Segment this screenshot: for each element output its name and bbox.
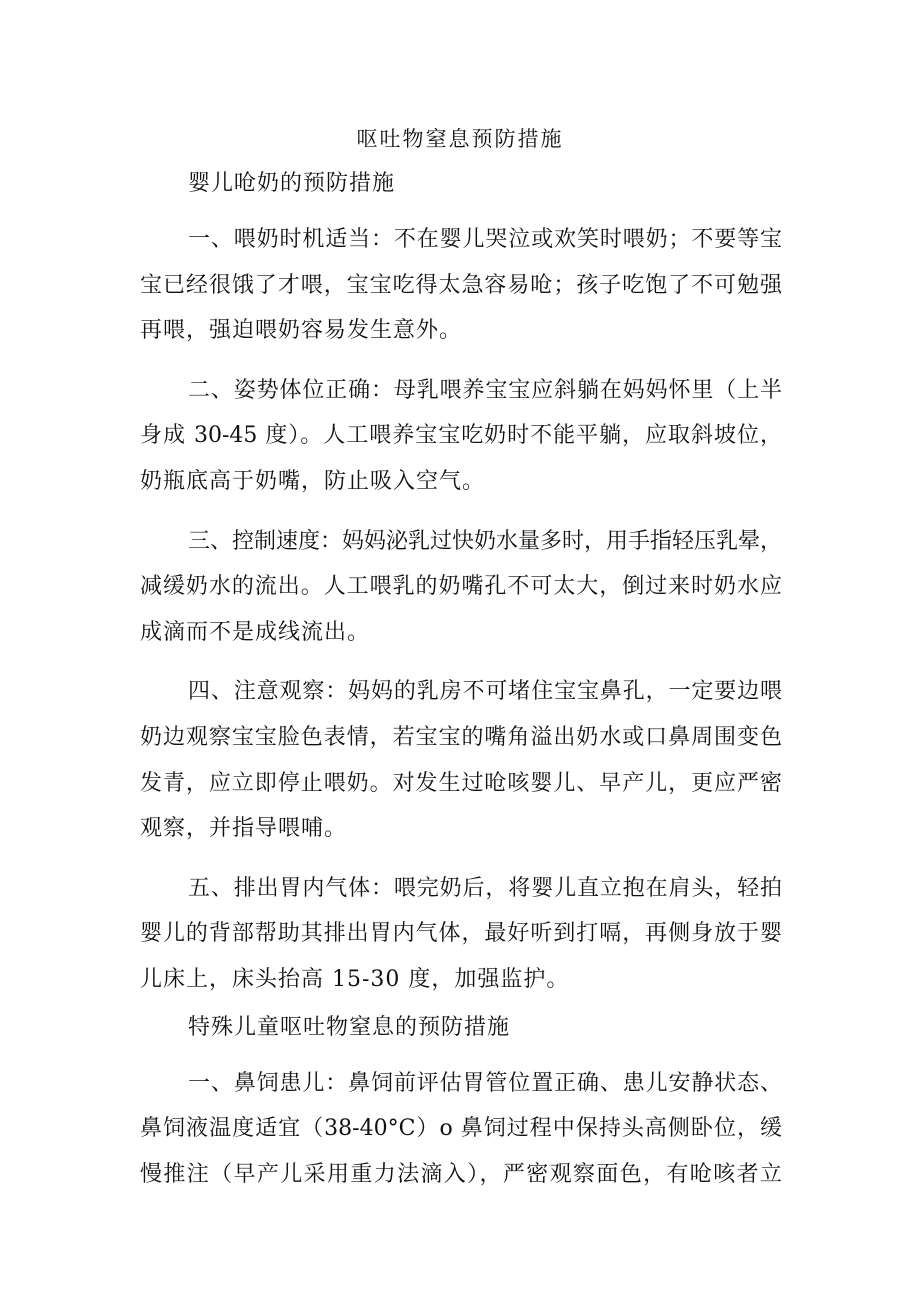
text-line: 一、鼻饲患儿：鼻饲前评估胃管位置正确、患儿安静状态、: [188, 1070, 782, 1096]
paragraph: [140, 354, 782, 505]
text-line: 四、注意观察：妈妈的乳房不可堵住宝宝鼻孔，一定要边喂: [188, 679, 782, 705]
paragraph: [140, 1047, 782, 1198]
section-heading: 特殊儿童呕吐物窒息的预防措施: [188, 1014, 511, 1040]
text-line: 奶瓶底高于奶嘴，防止吸入空气。: [140, 468, 486, 494]
text-line: 三、控制速度：妈妈泌乳过快奶水量多时，用手指轻压乳晕，: [188, 528, 783, 554]
paragraph: [140, 655, 782, 851]
document-body: [140, 165, 782, 1197]
section-heading: 婴儿呛奶的预防措施: [188, 171, 396, 196]
text-line: 二、姿势体位正确：母乳喂养宝宝应斜躺在妈妈怀里（上半: [188, 377, 782, 403]
document-title: 呕吐物窒息预防措施: [356, 127, 564, 151]
text-line: 婴儿的背部帮助其排出胃内气体，最好听到打嗝，再侧身放于婴: [140, 921, 782, 947]
text-line: 减缓奶水的流出。人工喂乳的奶嘴孔不可太大，倒过来时奶水应: [140, 574, 782, 600]
text-line: 五、排出胃内气体：喂完奶后，将婴儿直立抱在肩头，轻拍: [188, 875, 782, 901]
paragraph: [140, 852, 782, 1003]
text-line: 再喂，强迫喂奶容易发生意外。: [140, 318, 463, 344]
section-infant-choking: [140, 165, 782, 1003]
text-line: 发青，应立即停止喂奶。对发生过呛咳婴儿、早产儿，更应严密: [140, 770, 782, 796]
section-special-children: [140, 1009, 782, 1198]
text-line: 成滴而不是成线流出。: [140, 619, 371, 645]
text-line: 身成 30-45 度）。人工喂养宝宝吃奶时不能平躺，应取斜坡位，: [140, 423, 782, 449]
text-line: 鼻饲液温度适宜（38-40°C）o 鼻饲过程中保持头高侧卧位，缓: [140, 1116, 782, 1142]
paragraph: [140, 505, 782, 656]
text-line: 奶边观察宝宝脸色表情，若宝宝的嘴角溢出奶水或口鼻周围变色: [140, 724, 782, 750]
text-line: 儿床上，床头抬高 15-30 度，加强监护。: [140, 966, 570, 992]
text-line: 宝已经很饿了才喂，宝宝吃得太急容易呛；孩子吃饱了不可勉强: [140, 272, 782, 298]
text-line: 一、喂奶时机适当：不在婴儿哭泣或欢笑时喂奶；不要等宝: [188, 227, 782, 252]
text-line: 慢推注（早产儿采用重力法滴入），严密观察面色，有呛咳者立: [140, 1161, 782, 1187]
paragraph: [140, 203, 782, 354]
text-line: 观察，并指导喂哺。: [140, 816, 348, 842]
